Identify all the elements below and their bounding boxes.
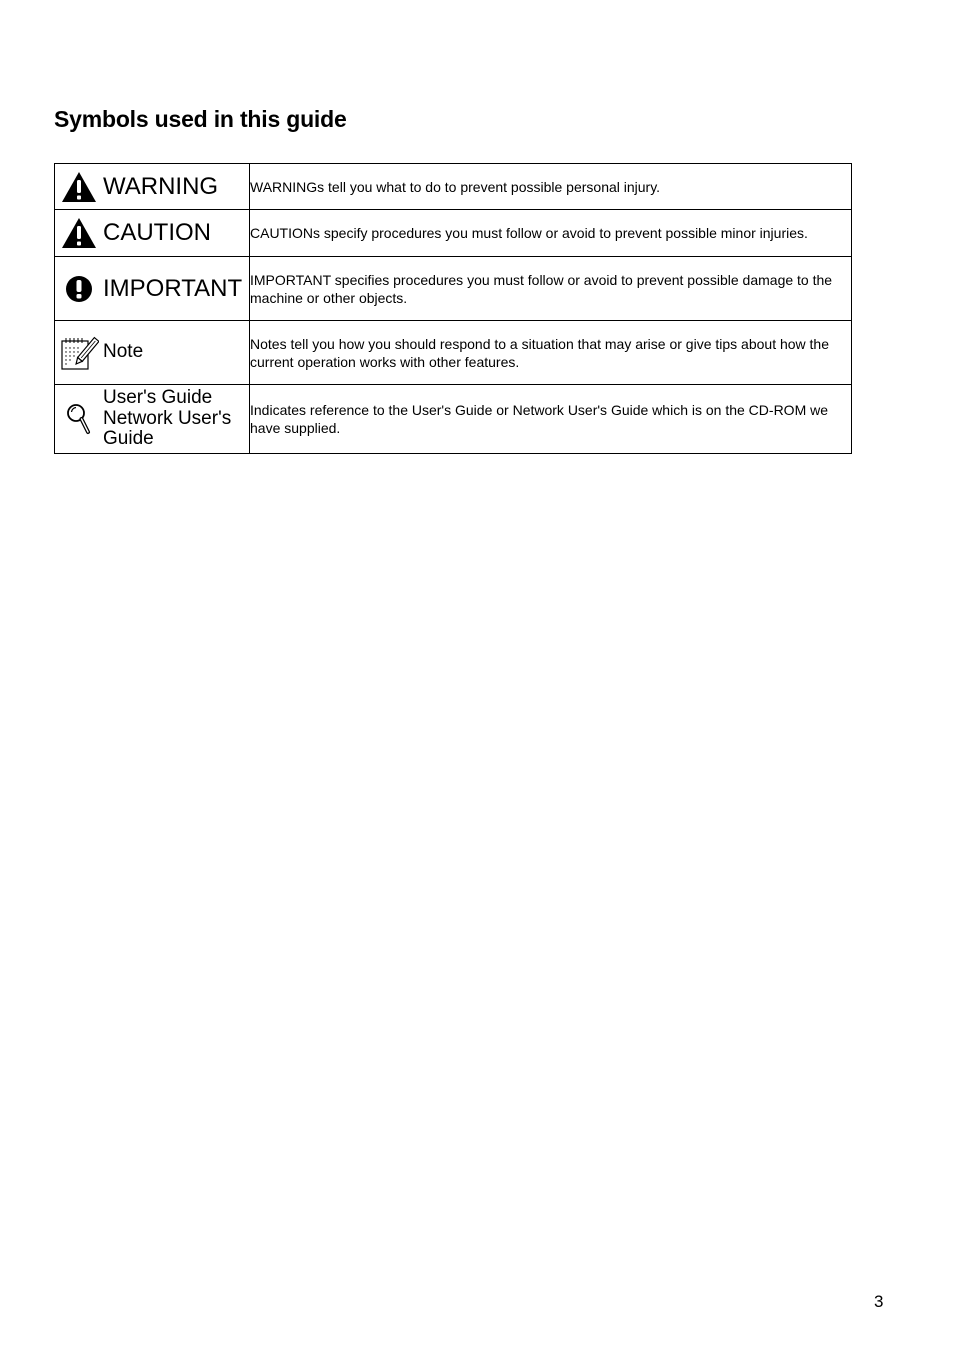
symbol-label: IMPORTANT xyxy=(103,274,243,302)
symbol-description: IMPORTANT specifies procedures you must follow or avoid to prevent possible damage to the machine or other objects. xyxy=(250,257,852,321)
table-row-important xyxy=(55,257,852,321)
symbol-description: Notes tell you how you should respond to a situation that may arise or give tips about how the current operation works with other features. xyxy=(250,321,852,385)
symbol-cell xyxy=(55,210,250,257)
table-row-note xyxy=(55,321,852,385)
important-exclamation-icon xyxy=(55,275,103,303)
note-pad-icon xyxy=(55,335,103,371)
warning-triangle-icon xyxy=(55,171,103,203)
symbol-description: CAUTIONs specify procedures you must follow or avoid to prevent possible minor injuries. xyxy=(250,210,852,257)
symbol-cell xyxy=(55,257,250,321)
symbol-label: Note xyxy=(103,341,144,363)
symbol-label: WARNING xyxy=(103,172,219,200)
symbol-cell xyxy=(55,164,250,210)
symbol-label: CAUTION xyxy=(103,219,211,247)
table-row-caution xyxy=(55,210,852,257)
table-row-warning xyxy=(55,164,852,210)
symbol-description: WARNINGs tell you what to do to prevent possible personal injury. xyxy=(250,164,852,210)
magnifier-icon xyxy=(55,403,103,435)
symbol-cell xyxy=(55,385,250,454)
symbols-table xyxy=(54,163,852,454)
page-title: Symbols used in this guide xyxy=(54,106,347,132)
symbol-description: Indicates reference to the User's Guide or Network User's Guide which is on the CD-ROM we have supplied. xyxy=(250,385,852,454)
symbol-label xyxy=(103,388,231,450)
symbol-cell xyxy=(55,321,250,385)
caution-triangle-icon xyxy=(55,217,103,249)
table-row-guide-reference xyxy=(55,385,852,454)
symbol-label-line: Guide xyxy=(103,428,154,450)
symbol-label-line: Network User's xyxy=(103,407,232,429)
page-number: 3 xyxy=(874,1292,884,1311)
symbol-label-line: User's Guide xyxy=(103,387,213,409)
